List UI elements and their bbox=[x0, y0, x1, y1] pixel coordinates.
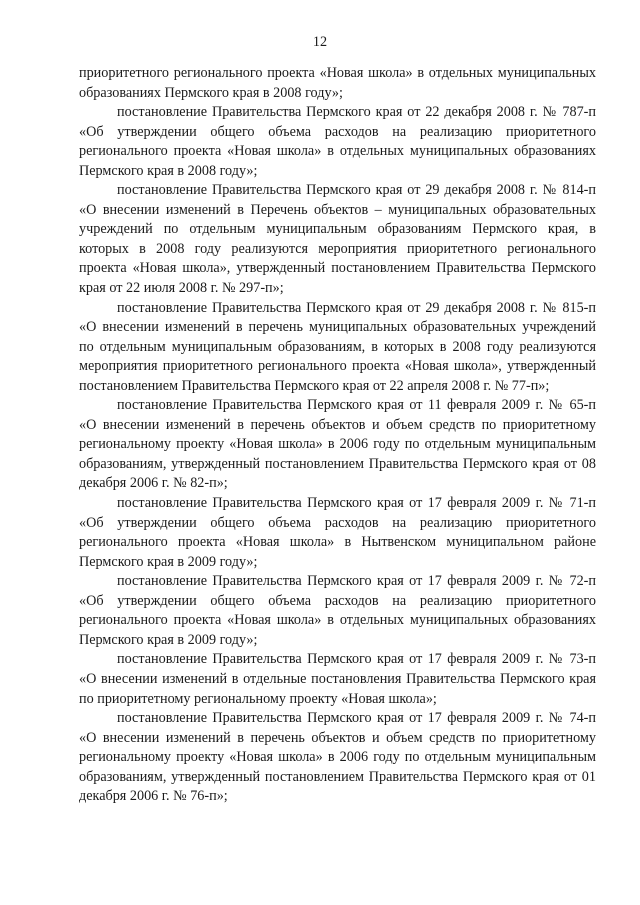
paragraph-resolution-814: постановление Правительства Пермского края от 29 декабря 2008 г. № 814-п «О внесении изменений в Перечень объектов – муниципальных образовательных учреждений по отдельным муниципальным образованиям Пермского края, в которых в 2008 году реализуются мероприятия приоритетного регионального проекта «Новая школа», утвержденный постановлением Правительства Пермского края от 22 июля 2008 г. № 297-п»; bbox=[79, 182, 596, 297]
page-number: 12 bbox=[312, 34, 328, 50]
paragraph-resolution-65: постановление Правительства Пермского края от 11 февраля 2009 г. № 65-п «О внесении изменений в перечень объектов и объем средств по приоритетному региональному проекту «Новая школа» в 2006 году по отдельным муниципальным образованиям, утвержденный постановлением Правительства Пермского края от 08 декабря 2006 г. № 82-п»; bbox=[79, 397, 596, 492]
paragraph-continuation: приоритетного регионального проекта «Новая школа» в отдельных муниципальных образованиях Пермского края в 2008 году»; bbox=[79, 65, 596, 101]
document-body bbox=[79, 64, 596, 807]
paragraph-resolution-787: постановление Правительства Пермского края от 22 декабря 2008 г. № 787-п «Об утверждении общего объема расходов на реализацию приоритетного регионального проекта «Новая школа» в отдельных муниципальных образованиях Пермского края в 2008 году»; bbox=[79, 104, 596, 179]
paragraph-resolution-71: постановление Правительства Пермского края от 17 февраля 2009 г. № 71-п «Об утверждении общего объема расходов на реализацию приоритетного регионального проекта «Новая школа» в Нытвенском муниципальном районе Пермского края в 2009 году»; bbox=[79, 495, 596, 570]
paragraph-resolution-815: постановление Правительства Пермского края от 29 декабря 2008 г. № 815-п «О внесении изменений в перечень муниципальных образовательных учреждений по отдельным муниципальным образованиям, в которых в 2008 году реализуются мероприятия приоритетного регионального проекта «Новая школа», утвержденный постановлением Правительства Пермского края от 22 апреля 2008 г. № 77-п»; bbox=[79, 299, 596, 394]
paragraph-resolution-73: постановление Правительства Пермского края от 17 февраля 2009 г. № 73-п «О внесении изменений в отдельные постановления Правительства Пермского края по приоритетному региональному проекту «Новая школа»; bbox=[79, 651, 596, 707]
paragraph-resolution-74: постановление Правительства Пермского края от 17 февраля 2009 г. № 74-п «О внесении изменений в перечень объектов и объем средств по приоритетному региональному проекту «Новая школа» в 2006 году по отдельным муниципальным образованиям, утвержденный постановлением Правительства Пермского края от 01 декабря 2006 г. № 76-п»; bbox=[79, 710, 596, 805]
paragraph-resolution-72: постановление Правительства Пермского края от 17 февраля 2009 г. № 72-п «Об утверждении общего объема расходов на реализацию приоритетного регионального проекта «Новая школа» в отдельных муниципальных образованиях Пермского края в 2009 году»; bbox=[79, 573, 596, 648]
